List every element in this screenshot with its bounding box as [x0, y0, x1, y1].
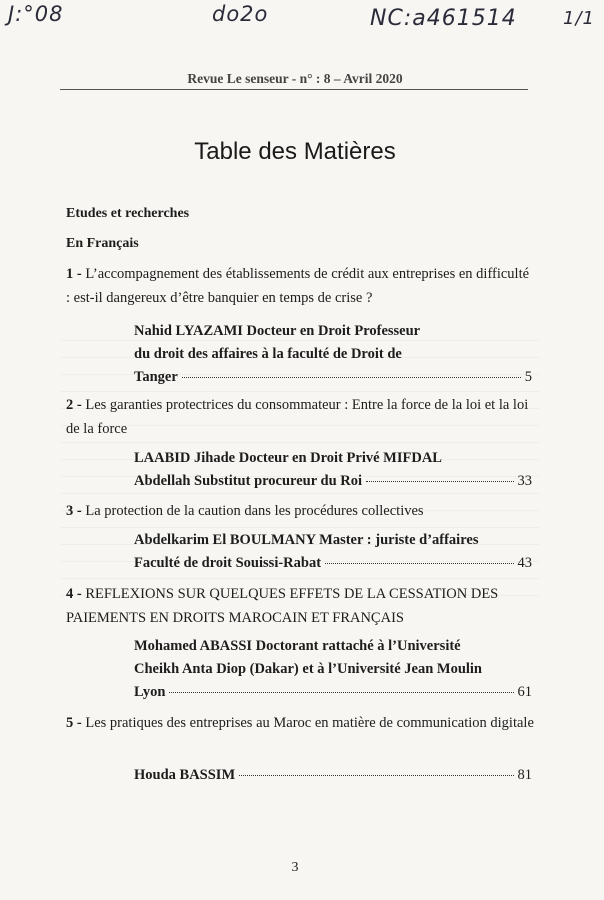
entry-title-line1: La protection de la caution dans les procédures collectives: [85, 503, 424, 519]
dot-leader: [182, 377, 521, 378]
entry-title: [66, 266, 529, 306]
entry-title-line1: L’accompagnement des établissements de crédit aux entreprises en: [85, 266, 473, 282]
author-last-line: Tanger: [134, 369, 178, 385]
toc-entry-2-author: [134, 447, 532, 493]
dot-leader: [169, 692, 513, 693]
page-ref: 61: [517, 684, 532, 700]
page-ref: 33: [517, 473, 532, 489]
entry-title: [66, 397, 528, 437]
entry-title: [66, 586, 498, 626]
author-line: Cheikh Anta Diop (Dakar) et à l’Université Jean Moulin: [134, 661, 482, 677]
dot-leader: [325, 563, 513, 564]
entry-title-line1: REFLEXIONS SUR QUELQUES EFFETS DE LA CESSATION: [85, 586, 468, 602]
entry-number: 5 -: [66, 715, 82, 731]
toc-entry-1-author: [134, 320, 532, 389]
handwritten-mark-3: NC:a461514: [370, 6, 517, 31]
entry-number: 3 -: [66, 503, 82, 519]
page-ref: 5: [524, 369, 532, 385]
toc-entry-3: [66, 499, 536, 523]
author-last-line: Abdellah Substitut procureur du Roi: [134, 473, 363, 489]
toc-entry-4: [66, 582, 536, 630]
entry-title-line1: Les pratiques des entreprises au Maroc en matière de communication: [85, 715, 487, 731]
handwritten-mark-4: 1/1: [563, 8, 595, 29]
entry-title: [85, 715, 534, 731]
entry-title-line2: loi et la loi de la force: [66, 397, 529, 437]
entry-number: 4 -: [66, 586, 82, 602]
author-line: Mohamed ABASSI Doctorant rattaché à l’Université: [134, 638, 461, 654]
author-line: Nahid LYAZAMI Docteur en Droit Professeur: [134, 323, 421, 339]
handwritten-mark-2: do2o: [212, 2, 269, 26]
toc-entry-1: [66, 262, 536, 310]
author-leader-line: [134, 470, 532, 493]
section-heading-language: En Français: [66, 236, 139, 251]
author-leader-line: [134, 764, 532, 787]
entry-title-line1: Les garanties protectrices du consommateur : Entre la force de la: [85, 397, 463, 413]
author-line: du droit des affaires à la faculté de Droit de: [134, 346, 402, 362]
entry-title-line2: difficulté : est-il dangereux d’être banquier en temps de crise ?: [66, 266, 530, 306]
journal-header: Revue Le senseur - n° : 8 – Avril 2020: [187, 71, 403, 86]
dot-leader: [239, 775, 513, 776]
entry-title-line2: digitale: [490, 715, 534, 731]
author-last-line: Houda BASSIM: [134, 767, 236, 783]
handwritten-mark-1: J:°08: [8, 2, 64, 26]
author-leader-line: [134, 681, 532, 704]
author-leader-line: [134, 552, 532, 575]
author-line: LAABID Jihade Docteur en Droit Privé MIFDAL: [134, 450, 442, 466]
toc-entry-4-author: [134, 635, 532, 704]
page-ref: 43: [517, 555, 532, 571]
dot-leader: [366, 481, 513, 482]
entry-title-line2: DES PAIEMENTS EN DROITS MAROCAIN ET FRANÇAIS: [66, 586, 499, 626]
toc-entry-5: [66, 711, 536, 735]
toc-entry-3-author: [134, 529, 532, 575]
page-number: 3: [291, 860, 299, 875]
author-last-line: Lyon: [134, 684, 166, 700]
author-last-line: Faculté de droit Souissi-Rabat: [134, 555, 322, 571]
toc-entry-2: [66, 393, 536, 441]
entry-number: 2 -: [66, 397, 82, 413]
entry-number: 1 -: [66, 266, 82, 282]
author-leader-line: [134, 366, 532, 389]
toc-entry-5-author: [134, 764, 532, 787]
author-line: Abdelkarim El BOULMANY Master : juriste d’affaires: [134, 532, 479, 548]
page-ref: 81: [517, 767, 532, 783]
header-rule: [60, 89, 528, 90]
section-heading-studies: Etudes et recherches: [66, 206, 190, 221]
page-title: Table des Matières: [194, 138, 396, 165]
